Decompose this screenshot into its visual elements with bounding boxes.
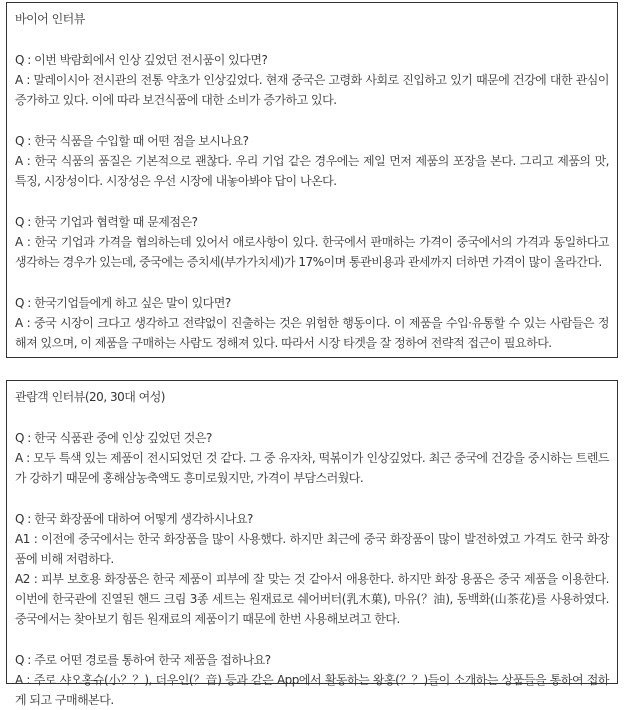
answer: A : 주로 샤오홍슈(小？？), 더우인(？音) 등과 같은 App에서 활동하는 왕홍(？？)들이 소개하는 상품들을 통하여 접하게 되고 구매해본다. — [15, 673, 609, 707]
question: Q : 한국 기업과 협력할 때 문제점은? — [15, 215, 198, 229]
question: Q : 한국 화장품에 대하여 어떻게 생각하시나요? — [15, 512, 253, 526]
answer: A : 중국 시장이 크다고 생각하고 전략없이 진출하는 것은 위험한 행동이다. 이 제품을 수입·유통할 수 있는 사람들은 정해져 있으며, 이 제품을 구매하는 사람도 정해져 있다. 따라서 시장 타겟을 잘 정하여 전략적 접근이 필요하다. — [15, 316, 609, 350]
visitor-qa-item — [15, 509, 609, 629]
answer: A2 : 피부 보호용 화장품은 한국 제품이 피부에 잘 맞는 것 같아서 애용한다. 하지만 화장 용품은 중국 제품을 이용한다. 이번에 한국관에 진열된 핸드 크림 3종 세트는 원재료로 쉐어버터(乳木菓), 마유(？油), 동백화(山茶花)를 사용하였다. 중국에서는 찾아보기 힘든 원재료의 제품이기 때문에 한번 사용해보려고 한다. — [15, 572, 609, 626]
visitor-qa-item — [15, 650, 609, 710]
buyer-qa-item — [15, 131, 609, 191]
answer: A : 한국 기업과 가격을 협의하는데 있어서 애로사항이 있다. 한국에서 판매하는 가격이 중국에서의 가격과 동일하다고 생각하는 경우가 있는데, 중국에는 증치세(부가가치세)가 17%이며 통관비용과 관세까지 더하면 가격이 많이 올라간다. — [15, 235, 609, 269]
question: Q : 주로 어떤 경로를 통하여 한국 제품을 접하나요? — [15, 653, 271, 667]
visitor-interview-box — [6, 380, 618, 707]
buyer-qa-item — [15, 212, 609, 272]
answer: A : 말레이시아 전시관의 전통 약초가 인상깊었다. 현재 중국은 고령화 사회로 진입하고 있기 때문에 건강에 대한 관심이 증가하고 있다. 이에 따라 보건식품에 대한 소비가 증가하고 있다. — [15, 73, 609, 107]
question: Q : 한국기업들에게 하고 싶은 말이 있다면? — [15, 296, 231, 310]
answer: A : 모두 특색 있는 제품이 전시되었던 것 같다. 그 중 유자차, 떡볶이가 인상깊었다. 최근 중국에 건강을 중시하는 트렌드가 강하기 때문에 홍해삼농축액도 흥미로웠지만, 가격이 부담스러웠다. — [15, 451, 609, 485]
answer: A1 : 이전에 중국에서는 한국 화장품을 많이 사용했다. 하지만 최근에 중국 화장품이 많이 발전하였고 가격도 한국 화장품에 비해 저렴하다. — [15, 532, 609, 566]
question: Q : 한국 식품관 중에 인상 깊었던 것은? — [15, 431, 212, 445]
buyer-interview-box — [6, 2, 618, 358]
buyer-qa-item — [15, 293, 609, 353]
buyer-interview-title: 바이어 인터뷰 — [15, 12, 85, 26]
visitor-qa-item — [15, 428, 609, 488]
visitor-interview-title: 관람객 인터뷰(20, 30대 여성) — [15, 390, 165, 404]
answer: A : 한국 식품의 품질은 기본적으로 괜찮다. 우리 기업 같은 경우에는 제일 먼저 제품의 포장을 본다. 그리고 제품의 맛, 특징, 시장성이다. 시장성은 우선 시장에 내놓아봐야 답이 나온다. — [15, 154, 609, 188]
question: Q : 이번 박람회에서 인상 깊었던 전시품이 있다면? — [15, 53, 268, 67]
question: Q : 한국 식품을 수입할 때 어떤 점을 보시나요? — [15, 134, 249, 148]
buyer-qa-item — [15, 50, 609, 110]
